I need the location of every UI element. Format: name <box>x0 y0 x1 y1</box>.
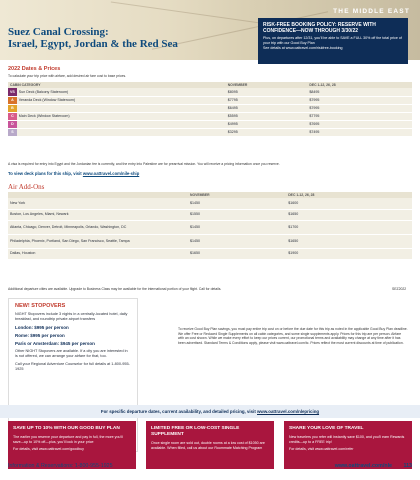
table-row <box>8 234 412 248</box>
cruise-price-table <box>8 82 412 137</box>
card-link[interactable]: For details, visit www.oattravel.com/goodbuy <box>13 447 84 451</box>
table-row <box>8 120 412 128</box>
price-december: $8495 <box>307 88 412 96</box>
risk-free-promo <box>258 18 408 64</box>
departure-city: Boston, Los Angeles, Miami, Newark <box>8 209 188 220</box>
pricing-bar <box>0 405 420 418</box>
price-december: $7995 <box>307 96 412 104</box>
col-november: NOVEMBER <box>190 193 210 197</box>
card-body: Once single room are sold out, double rooms at a low cost of $1050 are available. When filled, call us about our Roommate Matching Program <box>151 441 265 450</box>
cabin-category-badge: B <box>8 104 17 112</box>
page-number: 113 <box>403 463 412 469</box>
card-body: The earlier you reserve your departure and pay in full, the more you'll save—up to 10% off—plus, you'll lock in your price <box>13 435 123 444</box>
stopovers-other: Other NIGHT Stopovers are available. If a city you are interested in is not offered, we can arrange your airfare for that, too. <box>15 349 128 358</box>
cabin-category-badge: S <box>8 128 17 136</box>
stopover-paris: Paris or Amsterdam: $945 per person <box>15 341 95 346</box>
section-tag: THE MIDDLE EAST <box>333 8 410 15</box>
stopover-london: London: $995 per person <box>15 325 69 330</box>
cabin-category-badge: A <box>8 96 17 104</box>
col-december: DEC 1-12, 26, 28 <box>309 83 336 87</box>
air-price-december: $1900 <box>286 248 412 259</box>
cabin-category-badge: VS <box>8 88 17 96</box>
title-line-1: Suez Canal Crossing: <box>8 26 109 38</box>
air-addons-title: Air Add-Ons <box>8 183 45 191</box>
air-price-december: $1650 <box>286 234 412 248</box>
air-price-december: $1650 <box>286 209 412 220</box>
cruise-footnote: A visa is required for entry into Egypt and the Jordanian fee is currently, and the entry into Palestine are for prearrival mission. You will receive a pricing information once you reserve. <box>8 162 280 166</box>
table-row <box>8 112 412 120</box>
stopovers-title: NEW! STOPOVERS <box>15 303 66 309</box>
pricing-bar-prefix: For specific departure dates, current availability, and detailed pricing, visit <box>100 409 257 414</box>
air-addons-table <box>8 192 412 260</box>
cabin-category-badge: D <box>8 120 17 128</box>
promo-headline: RISK-FREE BOOKING POLICY: RESERVE WITH CONFIDENCE—NOW THROUGH 3/30/22 <box>263 22 376 34</box>
stopovers-call: Call your Regional Adventure Counselor for full details at 1-800-955-1925 <box>15 362 130 371</box>
promo-body: Plus, on departures after 12/31, you'll be able to SAVE a FULL 30% off the total price of your trip with our Good Buy Plan <box>263 36 402 45</box>
deck-plans-url[interactable]: www.oattravel.com/nile-ship <box>82 171 140 176</box>
title-line-2: Israel, Egypt, Jordan & the Red Sea <box>8 38 178 50</box>
card-headline: SAVE UP TO 10% WITH OUR GOOD BUY PLAN <box>13 426 120 431</box>
air-price-november: $1450 <box>188 220 286 234</box>
col-december: DEC 1-12, 26, 28 <box>288 193 315 197</box>
cabin-name <box>17 104 226 112</box>
table-row <box>8 128 412 136</box>
col-cabin: CABIN CATEGORY <box>10 83 41 87</box>
deck-plans-link[interactable] <box>8 171 139 176</box>
cabin-name: Sun Deck (Balcony Stateroom) <box>17 88 226 96</box>
table-row <box>8 88 412 96</box>
price-december: $7695 <box>307 120 412 128</box>
cabin-name: Main Deck (Window Stateroom) <box>17 112 226 120</box>
dates-title: 2022 Dates & Prices <box>8 66 61 72</box>
table-row <box>8 104 412 112</box>
table-row <box>8 198 412 209</box>
table-row <box>8 248 412 259</box>
footer-phone: Information & Reservations: 1-800-955-1925 <box>8 463 113 469</box>
price-november: $8095 <box>226 88 308 96</box>
dates-note: To calculate your trip price with airfare, add desired air fare cost to base prices. <box>8 74 127 78</box>
promo-link[interactable]: See details at www.oattravel.com/riskfree-booking <box>263 46 343 51</box>
air-price-december: $1700 <box>286 220 412 234</box>
departure-city: Philadelphia, Phoenix, Portland, San Diego, San Francisco, Seattle, Tampa <box>8 234 188 248</box>
deck-plans-prefix: To view deck plans for this ship, visit <box>8 171 83 176</box>
cabin-category-badge: C <box>8 112 17 120</box>
price-november: $3295 <box>226 128 308 136</box>
departure-city: Atlanta, Chicago, Denver, Detroit, Minneapolis, Orlando, Washington, DC <box>8 220 188 234</box>
air-price-november: $1550 <box>188 209 286 220</box>
air-price-november: $1650 <box>188 248 286 259</box>
footer-url[interactable]: www.oattravel.com/nle <box>334 463 392 469</box>
departure-city: New York <box>8 198 188 209</box>
price-november: $4995 <box>226 120 308 128</box>
departure-city: Dallas, Houston <box>8 248 188 259</box>
price-december: $7795 <box>307 112 412 120</box>
price-december: $7995 <box>307 104 412 112</box>
terms-paragraph: To receive Good Buy Plan savings, you must pay entire trip cost on or before the due date for this trip as noted in the applicable Good Buy Plan deadline. We offer Free or Reduced Single Supplements on all cabin categories, and some single supplements apply. Prices for this trip are per person. Airfare with an cost shown. While we make every effort to keep our prices current, our promotional terms and availability may change at any time after it has been advertised. Standard Terms & Conditions apply, please visit www.oattravel.com/tc. Prices reflect the most current discounts at time of publication. <box>178 327 408 345</box>
card-body: New travelers you refer will instantly save $100, and you'll earn Rewards credits—up to a FREE trip! <box>289 435 405 444</box>
trip-code: SEZ2022 <box>392 287 407 291</box>
cabin-name <box>17 120 226 128</box>
page-footer <box>8 461 412 473</box>
air-price-november: $1450 <box>188 198 286 209</box>
table-row <box>8 220 412 234</box>
price-november: $7795 <box>226 96 308 104</box>
table-row <box>8 96 412 104</box>
cabin-name <box>17 128 226 136</box>
price-november: $6495 <box>226 104 308 112</box>
table-row <box>8 209 412 220</box>
stopovers-intro: NIGHT Stopovers include 3 nights in a centrally-located hotel, daily breakfast, and roundtrip private airport transfers <box>15 312 128 321</box>
air-price-december: $1600 <box>286 198 412 209</box>
card-headline: LIMITED FREE OR LOW-COST SINGLE SUPPLEMENT <box>151 426 240 437</box>
card-headline: SHARE YOUR LOVE OF TRAVEL <box>289 426 364 431</box>
air-footnote: Additional departure cities are available. Upgrade to Business Class may be available for the international portion of your flight. Call for details. <box>8 287 222 291</box>
col-november: NOVEMBER <box>227 83 248 87</box>
page-title <box>8 26 228 50</box>
air-price-november: $1450 <box>188 234 286 248</box>
price-december: $7495 <box>307 128 412 136</box>
pricing-bar-url[interactable]: www.oattravel.com/nlepricing <box>257 409 320 414</box>
cabin-name: Veranda Deck (Window Stateroom) <box>17 96 226 104</box>
stopover-rome: Rome: $995 per person <box>15 333 65 338</box>
price-november: $5595 <box>226 112 308 120</box>
card-link[interactable]: For details, visit www.oattravel.com/refer <box>289 447 354 451</box>
